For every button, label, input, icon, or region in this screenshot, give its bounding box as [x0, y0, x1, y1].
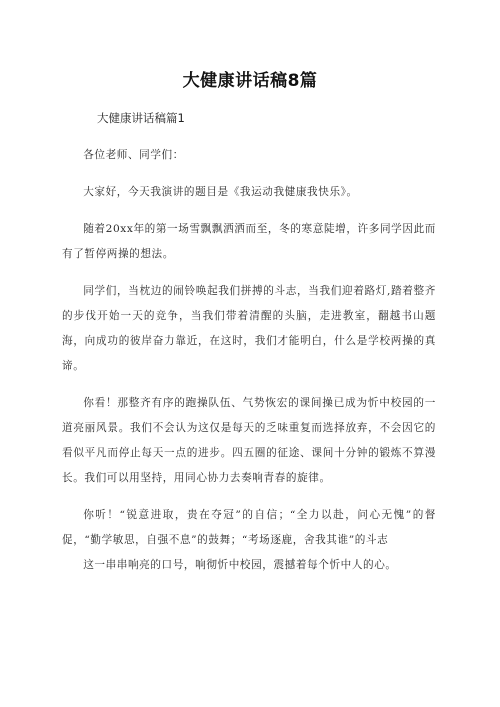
paragraph: 你看！那整齐有序的跑操队伍、气势恢宏的课间操已成为忻中校园的一道亮丽风景。我们不会认为这仅是每天的乏味重复而选择放弃，不会因它的看似平凡而停止每天一点的进步。四五圈的征途、课间十分钟的锻炼不算漫长。我们可以用坚持，用同心协力去奏响青春的旋律。 — [62, 397, 436, 484]
paragraph: 你听！“锐意进取，贵在夺冠”的自信；“全力以赴，问心无愧”的督促，“勤学敏思，自强不息”的鼓舞；“考场逐鹿，舍我其谁”的斗志 — [62, 509, 436, 546]
paragraph: 同学们，当枕边的闹铃唤起我们拼搏的斗志，当我们迎着路灯,踏着整齐的步伐开始一天的竞争，当我们带着清醒的头脑，走进教室，翻越书山题海，向成功的彼岸奋力靠近，在这时，我们才能明白，什么是学校两操的真谛。 — [62, 285, 436, 372]
document-body — [62, 143, 436, 590]
paragraph: 随着20xx年的第一场雪飘飘洒洒而至，冬的寒意陡增，许多同学因此而有了暂停两操的想法。 — [62, 223, 436, 260]
paragraph: 这一串串响亮的口号，响彻忻中校园，震撼着每个忻中人的心。 — [83, 559, 397, 571]
paragraph: 大家好，今天我演讲的题目是《我运动我健康我快乐》。 — [83, 186, 358, 198]
section-title: 大健康讲话稿篇1 — [97, 111, 185, 125]
paragraph: 各位老师、同学们： — [83, 149, 184, 161]
document-title: 大健康讲话稿8篇 — [182, 71, 318, 91]
